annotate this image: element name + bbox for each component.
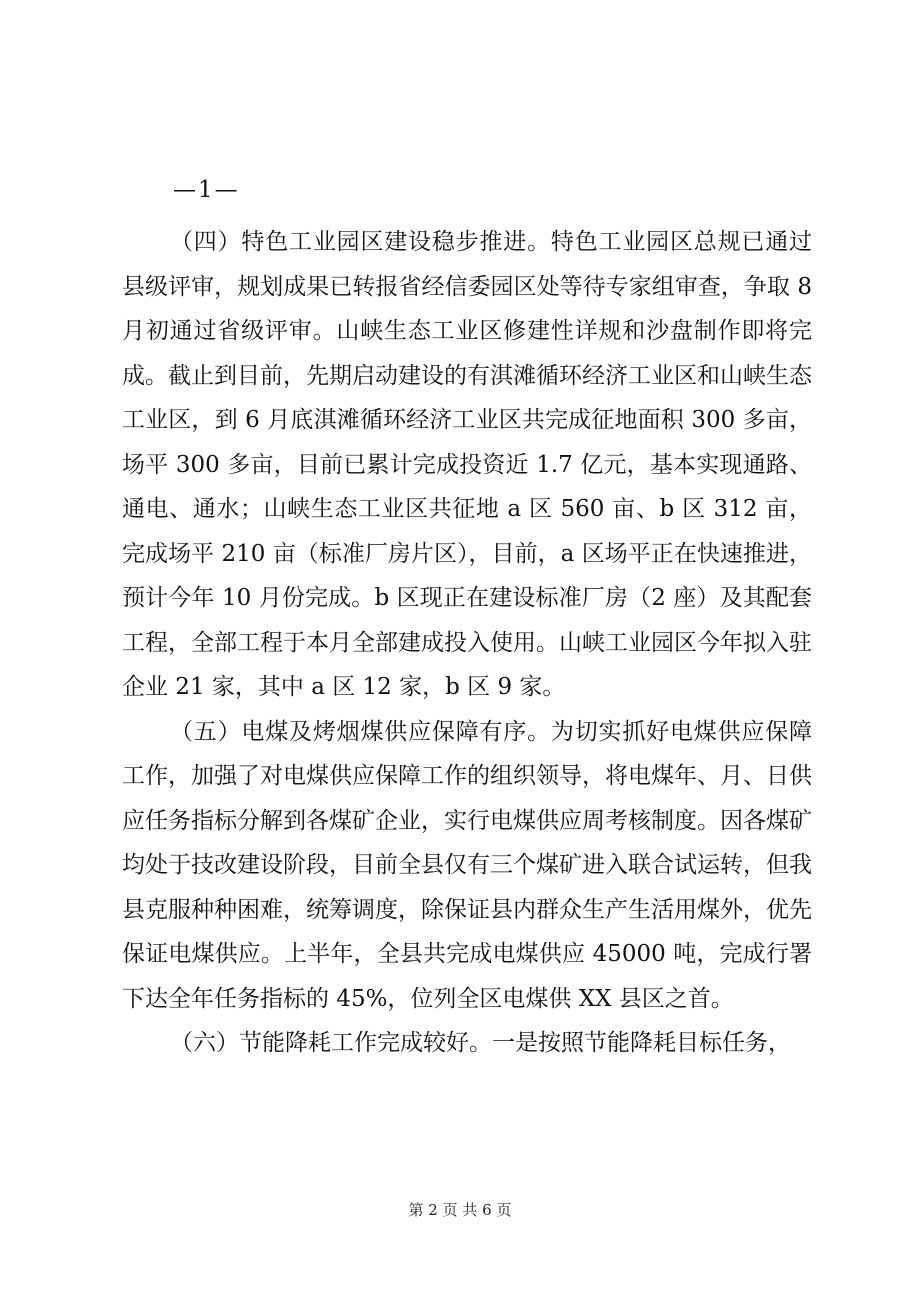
document-body	[122, 220, 812, 1066]
paragraph-industrial-park: （四）特色工业园区建设稳步推进。特色工业园区总规已通过县级评审，规划成果已转报省经信委园区处等待专家组审查，争取 8 月初通过省级评审。山峡生态工业区修建性详规和沙盘制作即将完成。截止到目前，先期启动建设的有淇滩循环经济工业区和山峡生态工业区，到 6 月底淇滩循环经济工业区共完成征地面积 300 多亩，场平 300 多亩，目前已累计完成投资近 1.7 亿元，基本实现通路、通电、通水；山峡生态工业区共征地 a 区 560 亩、b 区 312 亩，完成场平 210 亩（标准厂房片区），目前，a 区场平正在快速推进，预计今年 10 月份完成。b 区现正在建设标准厂房（2 座）及其配套工程，全部工程于本月全部建成投入使用。山峡工业园区今年拟入驻企业 21 家，其中 a 区 12 家，b 区 9 家。	[122, 229, 812, 700]
page-footer: 第 2 页 共 6 页	[408, 1201, 512, 1219]
paragraph-coal-supply: （五）电煤及烤烟煤供应保障有序。为切实抓好电煤供应保障工作，加强了对电煤供应保障工作的组织领导，将电煤年、月、日供应任务指标分解到各煤矿企业，实行电煤供应周考核制度。因各煤矿均处于技改建设阶段，目前全县仅有三个煤矿进入联合试运转，但我县克服种种困难，统筹调度，除保证县内群众生产生活用煤外，优先保证电煤供应。上半年，全县共完成电煤供应 45000 吨，完成行署下达全年任务指标的 45%，位列全区电煤供 XX 县区之首。	[122, 718, 812, 1012]
page-number-marker: —1—	[173, 177, 240, 203]
paragraph-energy-saving: （六）节能降耗工作完成较好。一是按照节能降耗目标任务，	[170, 1030, 791, 1056]
